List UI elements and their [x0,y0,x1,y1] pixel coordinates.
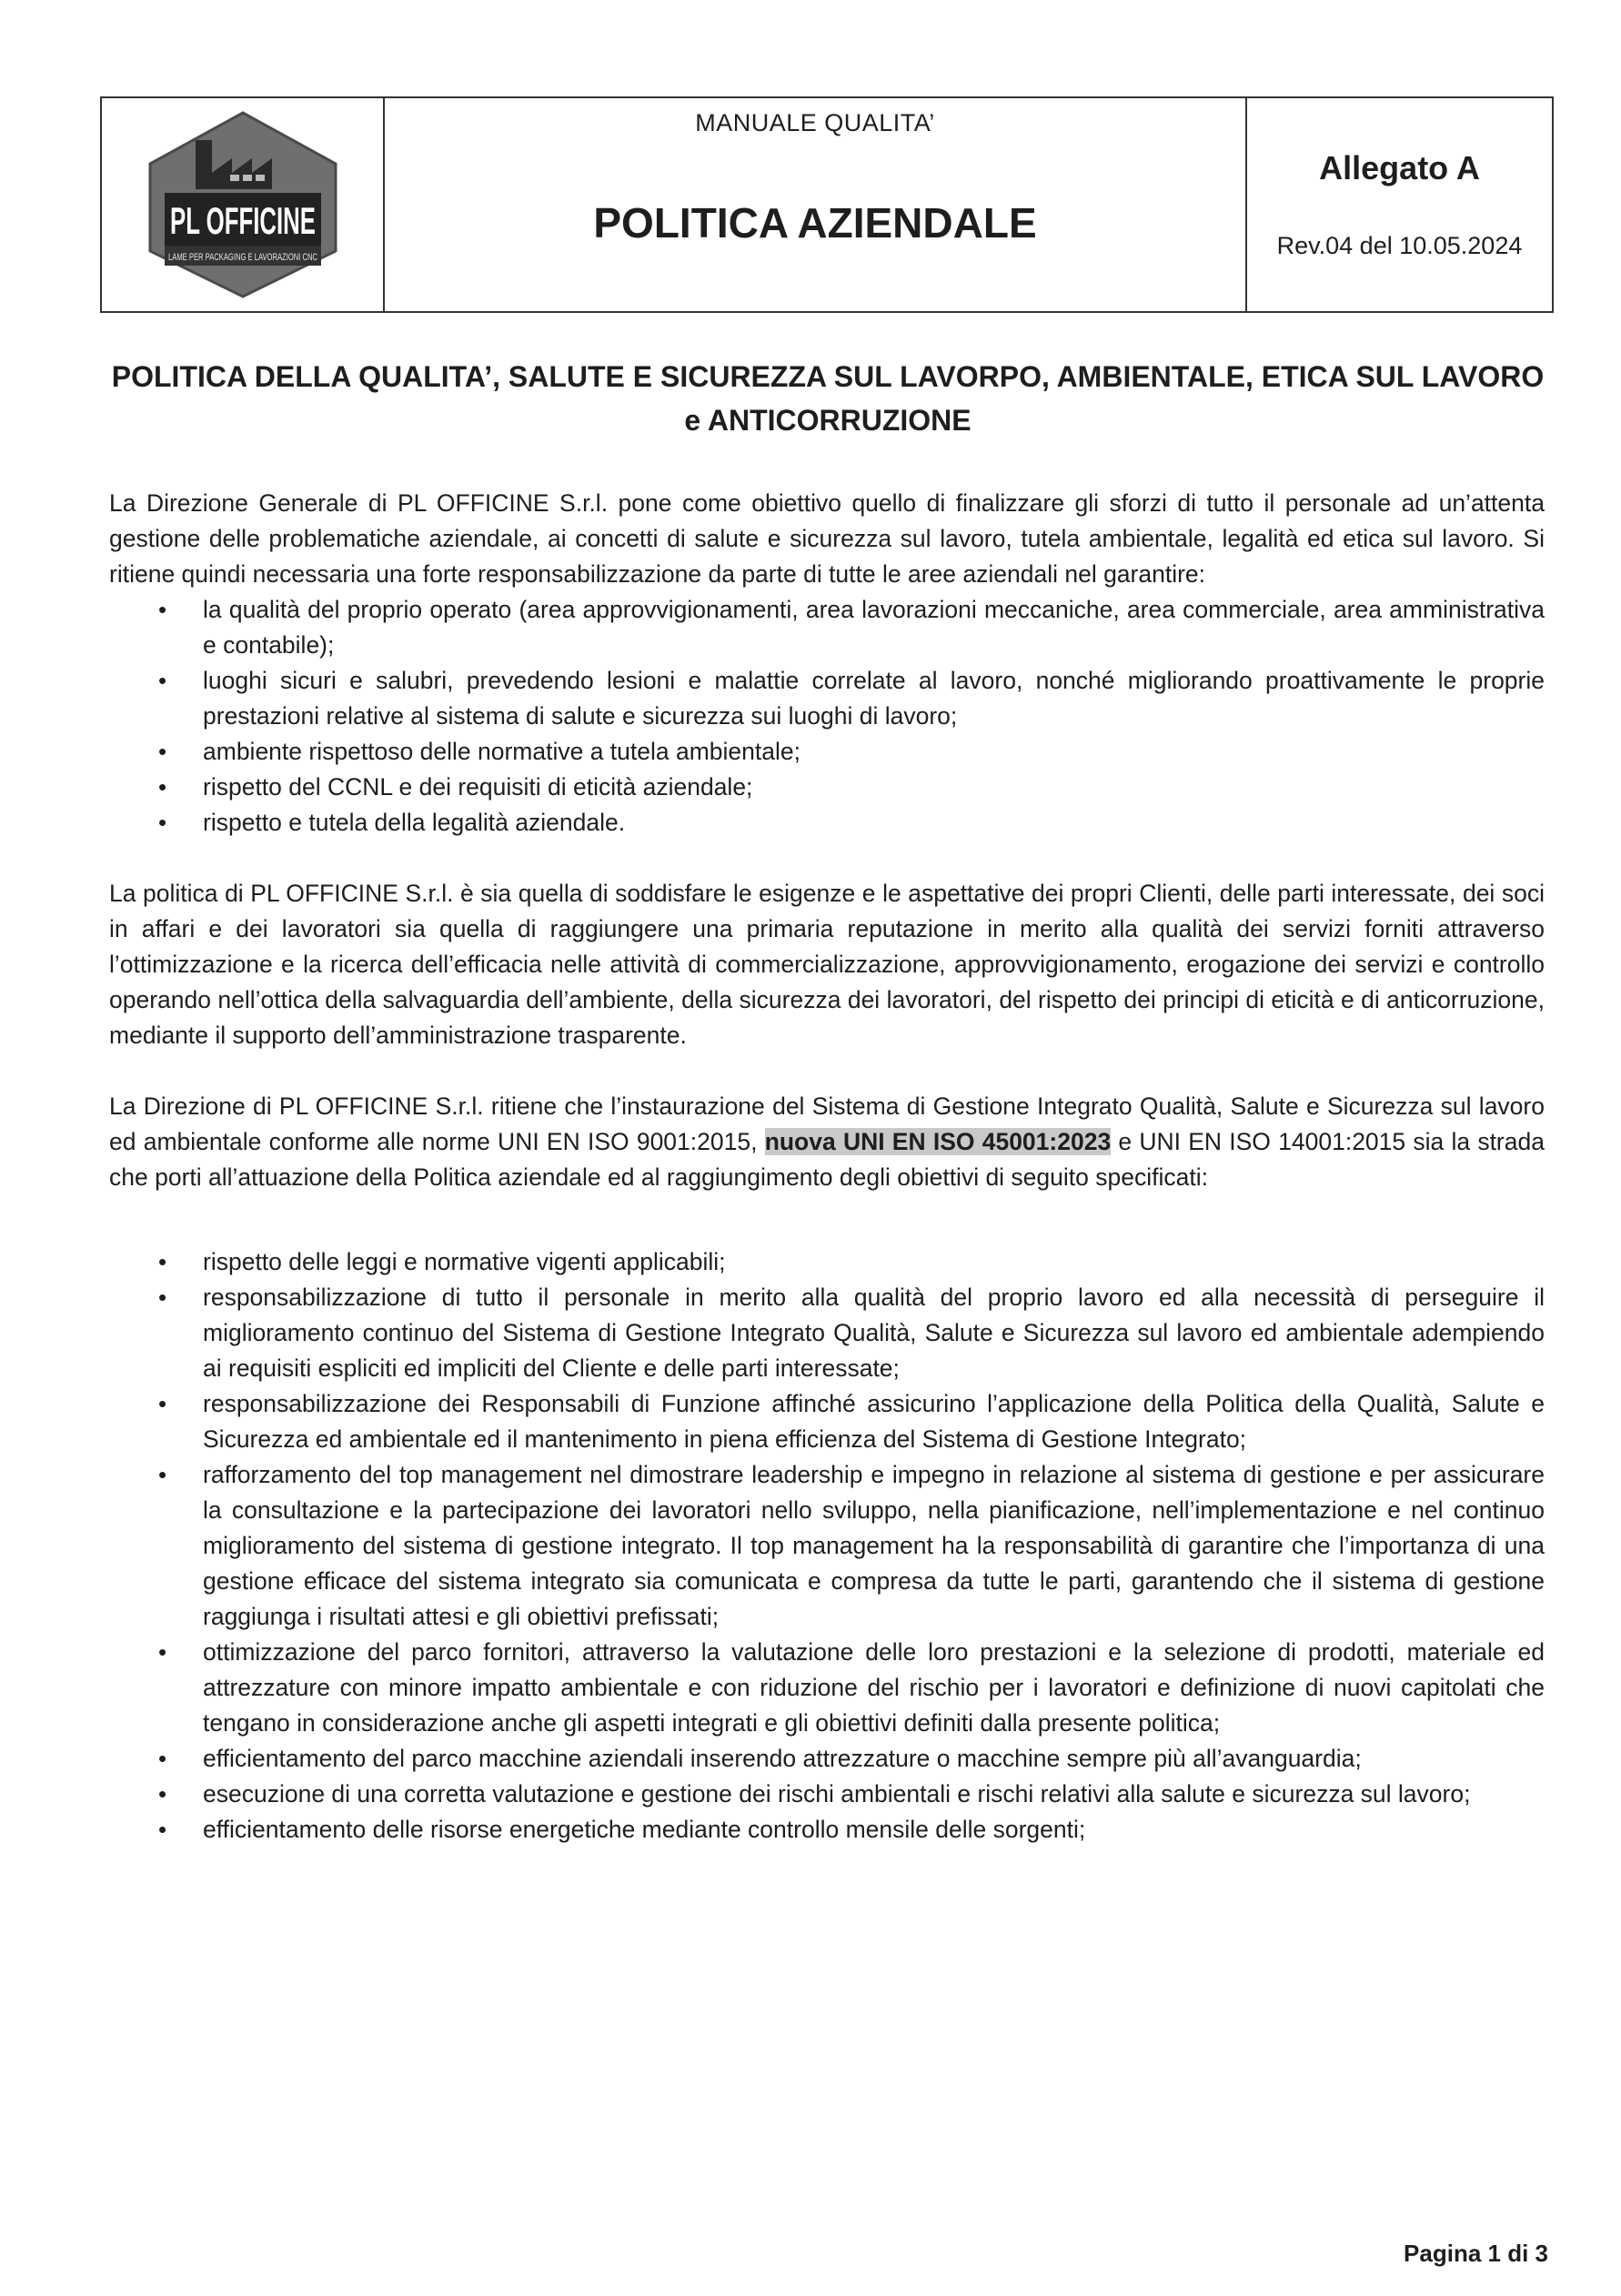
list-item: • responsabilizzazione di tutto il personale in merito alla qualità del proprio lavoro ed alla necessità di perseguire il miglioramento continuo del Sistema di Gestione Integrato Qualità, Salute e Sicurezza sul lavoro ed ambientale adempiendo ai requisiti espliciti ed impliciti del Cliente e delle parti interessate; [109,1280,1545,1386]
document-body [109,486,1545,1848]
list-item: • esecuzione di una corretta valutazione e gestione dei rischi ambientali e rischi relativi alla salute e sicurezza sul lavoro; [109,1777,1545,1812]
header-revision-cell [1247,98,1552,311]
list-item: • efficientamento delle risorse energetiche mediante controllo mensile delle sorgenti; [109,1812,1545,1848]
logo-text: PL OFFICINE [169,199,316,242]
logo-cell [102,98,385,311]
intro-paragraph: La Direzione Generale di PL OFFICINE S.r.l. pone come obiettivo quello di finalizzare gli sforzi di tutto il personale ad un’attenta gestione delle problematiche aziendale, ai concetti di salute e sicurezza sul lavoro, tutela ambientale, legalità ed etica sul lavoro. Si ritiene quindi necessaria una forte responsabilizzazione da parte di tutte le aree aziendali nel garantire: [109,489,1545,588]
paragraph-text: e UNI EN ISO 14001:2015 sia la strada che porti all’attuazione della Politica aziendale ed al raggiungimento degli obiettivi di seguito specificati: [109,1128,1545,1191]
logo-subtitle: LAME PER PACKAGING E LAVORAZIONI CNC [167,252,317,263]
list-item: • la qualità del proprio operato (area approvvigionamenti, area lavorazioni meccaniche, area commerciale, area amministrativa e contabile); [109,592,1545,663]
list-item: • efficientamento del parco macchine aziendali inserendo attrezzature o macchine sempre più all’avanguardia; [109,1741,1545,1777]
paragraph-text: La Direzione di PL OFFICINE S.r.l. ritiene che l’instaurazione del Sistema di Gestione Integrato Qualità, Salute e Sicurezza sul lavoro ed ambientale conforme alle norme UNI EN ISO 9001:2015, [109,1093,1545,1155]
list-item: • ambiente rispettoso delle normative a tutela ambientale; [109,734,1545,770]
manual-title: MANUALE QUALITA’ [695,109,935,136]
list-item: • rispetto del CCNL e dei requisiti di eticità aziendale; [109,770,1545,805]
company-logo [143,109,343,300]
policy-title: POLITICA AZIENDALE [593,199,1037,247]
revision-label: Rev.04 del 10.05.2024 [1276,232,1523,259]
commitments-list [109,592,1545,841]
list-item: • responsabilizzazione dei Responsabili di Funzione affinché assicurino l’applicazione della Politica della Qualità, Salute e Sicurezza ed ambientale ed il mantenimento in piena efficienza del Sistema di Gestione Integrato; [109,1386,1545,1457]
objectives-list [109,1244,1545,1848]
management-system-paragraph [109,1089,1545,1195]
highlighted-standard: nuova UNI EN ISO 45001:2023 [764,1128,1112,1155]
page-number: Pagina 1 di 3 [1404,2240,1548,2267]
list-item: • ottimizzazione del parco fornitori, attraverso la valutazione delle loro prestazioni e la selezione di prodotti, materiale ed attrezzature con minore impatto ambientale e con riduzione del rischio per i lavoratori e definizione di nuovi capitolati che tengano in considerazione anche gli aspetti integrati e gli obiettivi definiti dalla presente politica; [109,1635,1545,1741]
annex-label: Allegato A [1319,149,1480,186]
header-title-cell [385,98,1247,311]
document-title: POLITICA DELLA QUALITA’, SALUTE E SICUREZZA SUL LAVORPO, AMBIENTALE, ETICA SUL LAVORO e ANTICORRUZIONE [111,360,1545,437]
list-item: • rispetto delle leggi e normative vigenti applicabili; [109,1244,1545,1280]
list-item: • rafforzamento del top management nel dimostrare leadership e impegno in relazione al sistema di gestione e per assicurare la consultazione e la partecipazione dei lavoratori nello sviluppo, nella pianificazione, nell’implementazione e nel continuo miglioramento del sistema di gestione integrato. Il top management ha la responsabilità di garantire che l’importanza di una gestione efficace del sistema integrato sia comunicata e compresa da tutte le parti, garantendo che il sistema di gestione raggiunga i risultati attesi e gli obiettivi prefissati; [109,1457,1545,1635]
policy-paragraph: La politica di PL OFFICINE S.r.l. è sia quella di soddisfare le esigenze e le aspettative dei propri Clienti, delle parti interessate, dei soci in affari e dei lavoratori sia quella di raggiungere una primaria reputazione in merito alla qualità dei servizi forniti attraverso l’ottimizzazione e la ricerca dell’efficacia nelle attività di commercializzazione, approvvigionamento, erogazione dei servizi e controllo operando nell’ottica della salvaguardia dell’ambiente, della sicurezza dei lavoratori, del rispetto dei principi di eticità e di anticorruzione, mediante il supporto dell’amministrazione trasparente. [109,880,1545,1049]
document-header [100,96,1554,313]
list-item: • rispetto e tutela della legalità aziendale. [109,805,1545,841]
list-item: • luoghi sicuri e salubri, prevedendo lesioni e malattie correlate al lavoro, nonché migliorando proattivamente le proprie prestazioni relative al sistema di salute e sicurezza sui luoghi di lavoro; [109,663,1545,734]
